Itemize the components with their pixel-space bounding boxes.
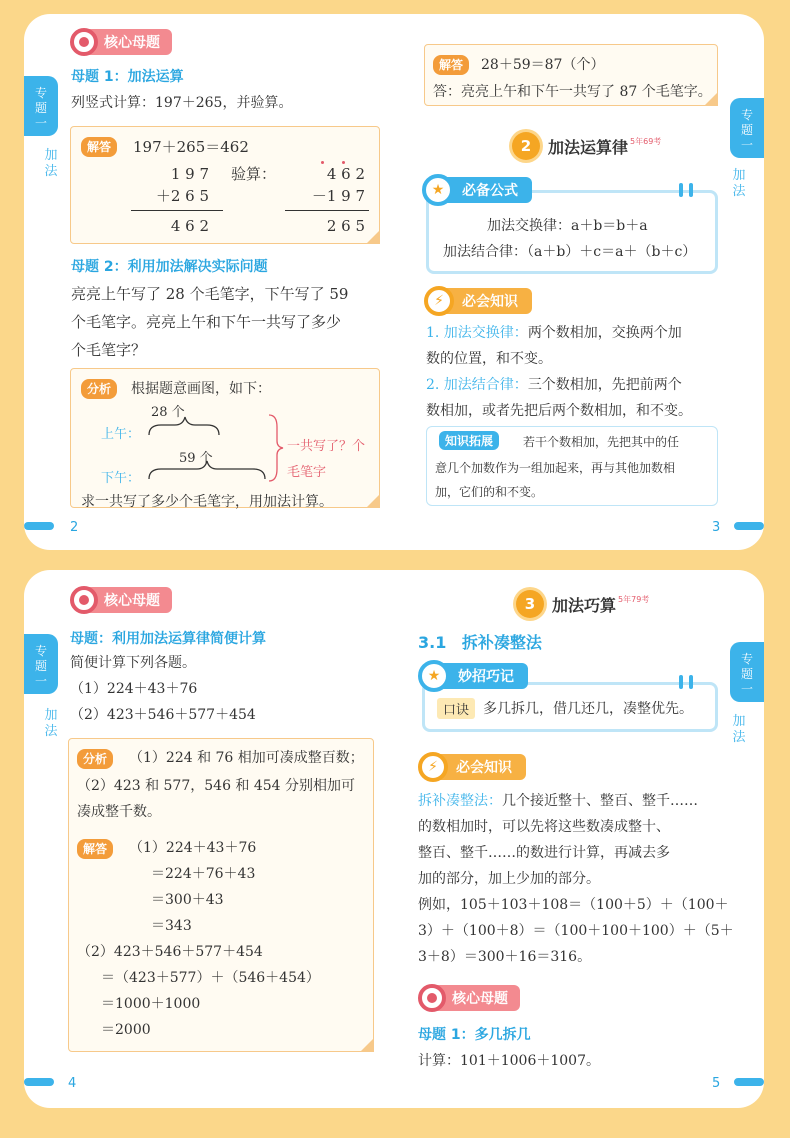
answer-equation: 28＋59＝87（个） bbox=[481, 57, 605, 73]
extension-line-2: 意几个加数作为一组加起来，再与其他加数相 bbox=[435, 461, 676, 475]
page-number: 5 bbox=[712, 1076, 721, 1091]
diagram-28: 28 个 bbox=[151, 405, 185, 420]
answer-box-2 bbox=[424, 44, 718, 106]
side-tab: 专题一 bbox=[730, 642, 764, 702]
knowledge-text: 1. 加法交换律：两个数相加，交换两个加 数的位置，和不变。 2. 加法结合律：三个数相加，先把前两个 数相加，或者先把后两个数相加，和不变。 bbox=[426, 325, 692, 419]
target-icon bbox=[418, 984, 446, 1012]
spread-2 bbox=[24, 570, 764, 1108]
answer-box-1 bbox=[70, 126, 380, 244]
analysis-conclusion: 求一共写了多少个毛笔字，用加法计算。 bbox=[81, 494, 333, 510]
star-magnifier-icon: ★ bbox=[422, 174, 454, 206]
side-sub: 加法 bbox=[732, 168, 746, 199]
calc-b-line bbox=[285, 210, 369, 211]
tips-text: 多几拆几，借几还几，凑整优先。 bbox=[483, 701, 693, 717]
answer-equation: 197＋265＝462 bbox=[133, 138, 249, 156]
analysis-tag: 分析 bbox=[81, 379, 117, 399]
page-bar bbox=[734, 1078, 764, 1086]
answer-tag: 解答 bbox=[81, 137, 117, 157]
problem-title: 母题：利用加法运算律简便计算 bbox=[70, 631, 266, 647]
segment-diagram bbox=[141, 413, 273, 483]
section-note: 5年79考 bbox=[618, 594, 650, 604]
side-tab: 专题一 bbox=[730, 98, 764, 158]
knowledge-heading bbox=[424, 286, 532, 316]
lightning-icon: ⚡ bbox=[424, 286, 454, 316]
diagram-59: 59 个 bbox=[179, 451, 213, 466]
vertical-calc-b: 4 6 2 －1 9 7 2 6 5 bbox=[311, 165, 365, 235]
star-magnifier-icon: ★ bbox=[418, 660, 450, 692]
check-label: 验算： bbox=[231, 165, 277, 183]
side-sub: 加法 bbox=[732, 714, 746, 745]
calc-a-line bbox=[131, 210, 223, 211]
extension-box bbox=[426, 426, 718, 506]
formula-associative: 加法结合律：（a＋b）＋c＝a＋（b＋c） bbox=[443, 244, 697, 260]
section-heading-3 bbox=[516, 590, 649, 618]
side-sub: 加法 bbox=[44, 148, 58, 179]
problem-2-text: 亮亮上午写了 28 个毛笔字，下午写了 59 个毛笔字。亮亮上午和下午一共写了多少 个毛笔字？ bbox=[71, 285, 349, 359]
gear-icon: 2 bbox=[512, 132, 540, 160]
core-badge bbox=[70, 586, 172, 614]
tips-tag: 口诀 bbox=[437, 698, 475, 719]
core-badge-label: 核心母题 bbox=[88, 29, 172, 55]
section-title: 加法运算律 bbox=[548, 137, 629, 157]
extension-line-3: 加，它们的和不变。 bbox=[435, 485, 544, 499]
core-badge bbox=[70, 28, 172, 56]
diagram-question-1: 一共写了？个 bbox=[287, 439, 366, 454]
total-brace bbox=[267, 413, 285, 483]
analysis-text: 根据题意画图，如下： bbox=[131, 381, 271, 397]
section-note: 5年69考 bbox=[630, 136, 662, 146]
solution-2: （2）423＋546＋577＋454 ＝（423＋577）＋（546＋454） ＝1000＋1000 ＝2000 bbox=[77, 944, 320, 1038]
solution-1: （1）224＋43＋76 ＝224＋76＋43 ＝300＋43 ＝343 bbox=[129, 840, 257, 934]
analysis-answer-box bbox=[68, 738, 374, 1052]
subsection-heading: 3.1 拆补凑整法 bbox=[418, 633, 542, 652]
tips-heading bbox=[418, 660, 528, 692]
page-number: 3 bbox=[712, 520, 721, 535]
analysis-box-1 bbox=[70, 368, 380, 508]
problem-1-text: 列竖式计算：197＋265，并验算。 bbox=[71, 95, 293, 111]
lightning-icon: ⚡ bbox=[418, 752, 448, 782]
knowledge-heading bbox=[418, 752, 526, 782]
diagram-am-label: 上午： bbox=[101, 427, 141, 442]
page-number: 2 bbox=[70, 520, 79, 535]
target-icon bbox=[70, 586, 98, 614]
diagram-question-2: 毛笔字 bbox=[287, 465, 327, 480]
problem-text: 简便计算下列各题。 （1）224＋43＋76 （2）423＋546＋577＋454 bbox=[70, 655, 256, 723]
gear-icon: 3 bbox=[516, 590, 544, 618]
page-bar bbox=[734, 522, 764, 530]
page-bar bbox=[24, 1078, 54, 1086]
formula-heading-label: 必备公式 bbox=[446, 177, 532, 203]
page-number: 4 bbox=[68, 1076, 77, 1091]
formula-commutative: 加法交换律：a＋b＝b＋a bbox=[487, 218, 648, 234]
core-badge-label: 核心母题 bbox=[88, 587, 172, 613]
analysis-line-2: （2）423 和 577，546 和 454 分别相加可 bbox=[77, 778, 356, 794]
vertical-calc-a: 1 9 7 ＋2 6 5 4 6 2 bbox=[155, 165, 209, 235]
problem-2-title: 母题 2：利用加法解决实际问题 bbox=[71, 259, 268, 275]
extension-tag: 知识拓展 bbox=[439, 431, 499, 450]
target-icon bbox=[70, 28, 98, 56]
page-bar bbox=[24, 522, 54, 530]
core-badge-label: 核心母题 bbox=[436, 985, 520, 1011]
diagram-pm-label: 下午： bbox=[101, 471, 141, 486]
answer-tag: 解答 bbox=[77, 839, 113, 859]
problem-title: 母题 1：多几拆几 bbox=[418, 1027, 531, 1043]
answer-tag: 解答 bbox=[433, 55, 469, 75]
analysis-line-1: （1）224 和 76 相加可凑成整百数； bbox=[129, 750, 364, 766]
analysis-line-3: 凑成整千数。 bbox=[77, 804, 161, 820]
core-badge bbox=[418, 984, 520, 1012]
spread-1 bbox=[24, 14, 764, 550]
section-title: 加法巧算 bbox=[552, 595, 617, 615]
tips-heading-label: 妙招巧记 bbox=[442, 663, 528, 689]
side-sub: 加法 bbox=[44, 708, 58, 739]
extension-line-1: 若干个数相加，先把其中的任 bbox=[523, 435, 680, 449]
side-tab: 专题一 bbox=[24, 634, 58, 694]
knowledge-heading-label: 必会知识 bbox=[446, 288, 532, 314]
side-tab: 专题一 bbox=[24, 76, 58, 136]
problem-text: 计算：101＋1006＋1007。 bbox=[418, 1053, 600, 1069]
analysis-tag: 分析 bbox=[77, 749, 113, 769]
knowledge-heading-label: 必会知识 bbox=[440, 754, 526, 780]
formula-heading bbox=[422, 174, 532, 206]
problem-1-title: 母题 1：加法运算 bbox=[71, 69, 184, 85]
answer-sentence: 答：亮亮上午和下午一共写了 87 个毛笔字。 bbox=[433, 84, 712, 100]
knowledge-text: 拆补凑整法：几个接近整十、整百、整千…… 的数相加时，可以先将这些数凑成整十、 整百、整千……的数进行计算，再减去多 加的部分，加上少加的部分。 例如，105＋103＋108＝（100＋5）＋（100＋ 3）＋（100＋8）＝（100＋100＋100）＋（5＋ 3＋8）＝300＋16＝316。 bbox=[418, 793, 734, 965]
section-heading-2 bbox=[512, 132, 661, 160]
